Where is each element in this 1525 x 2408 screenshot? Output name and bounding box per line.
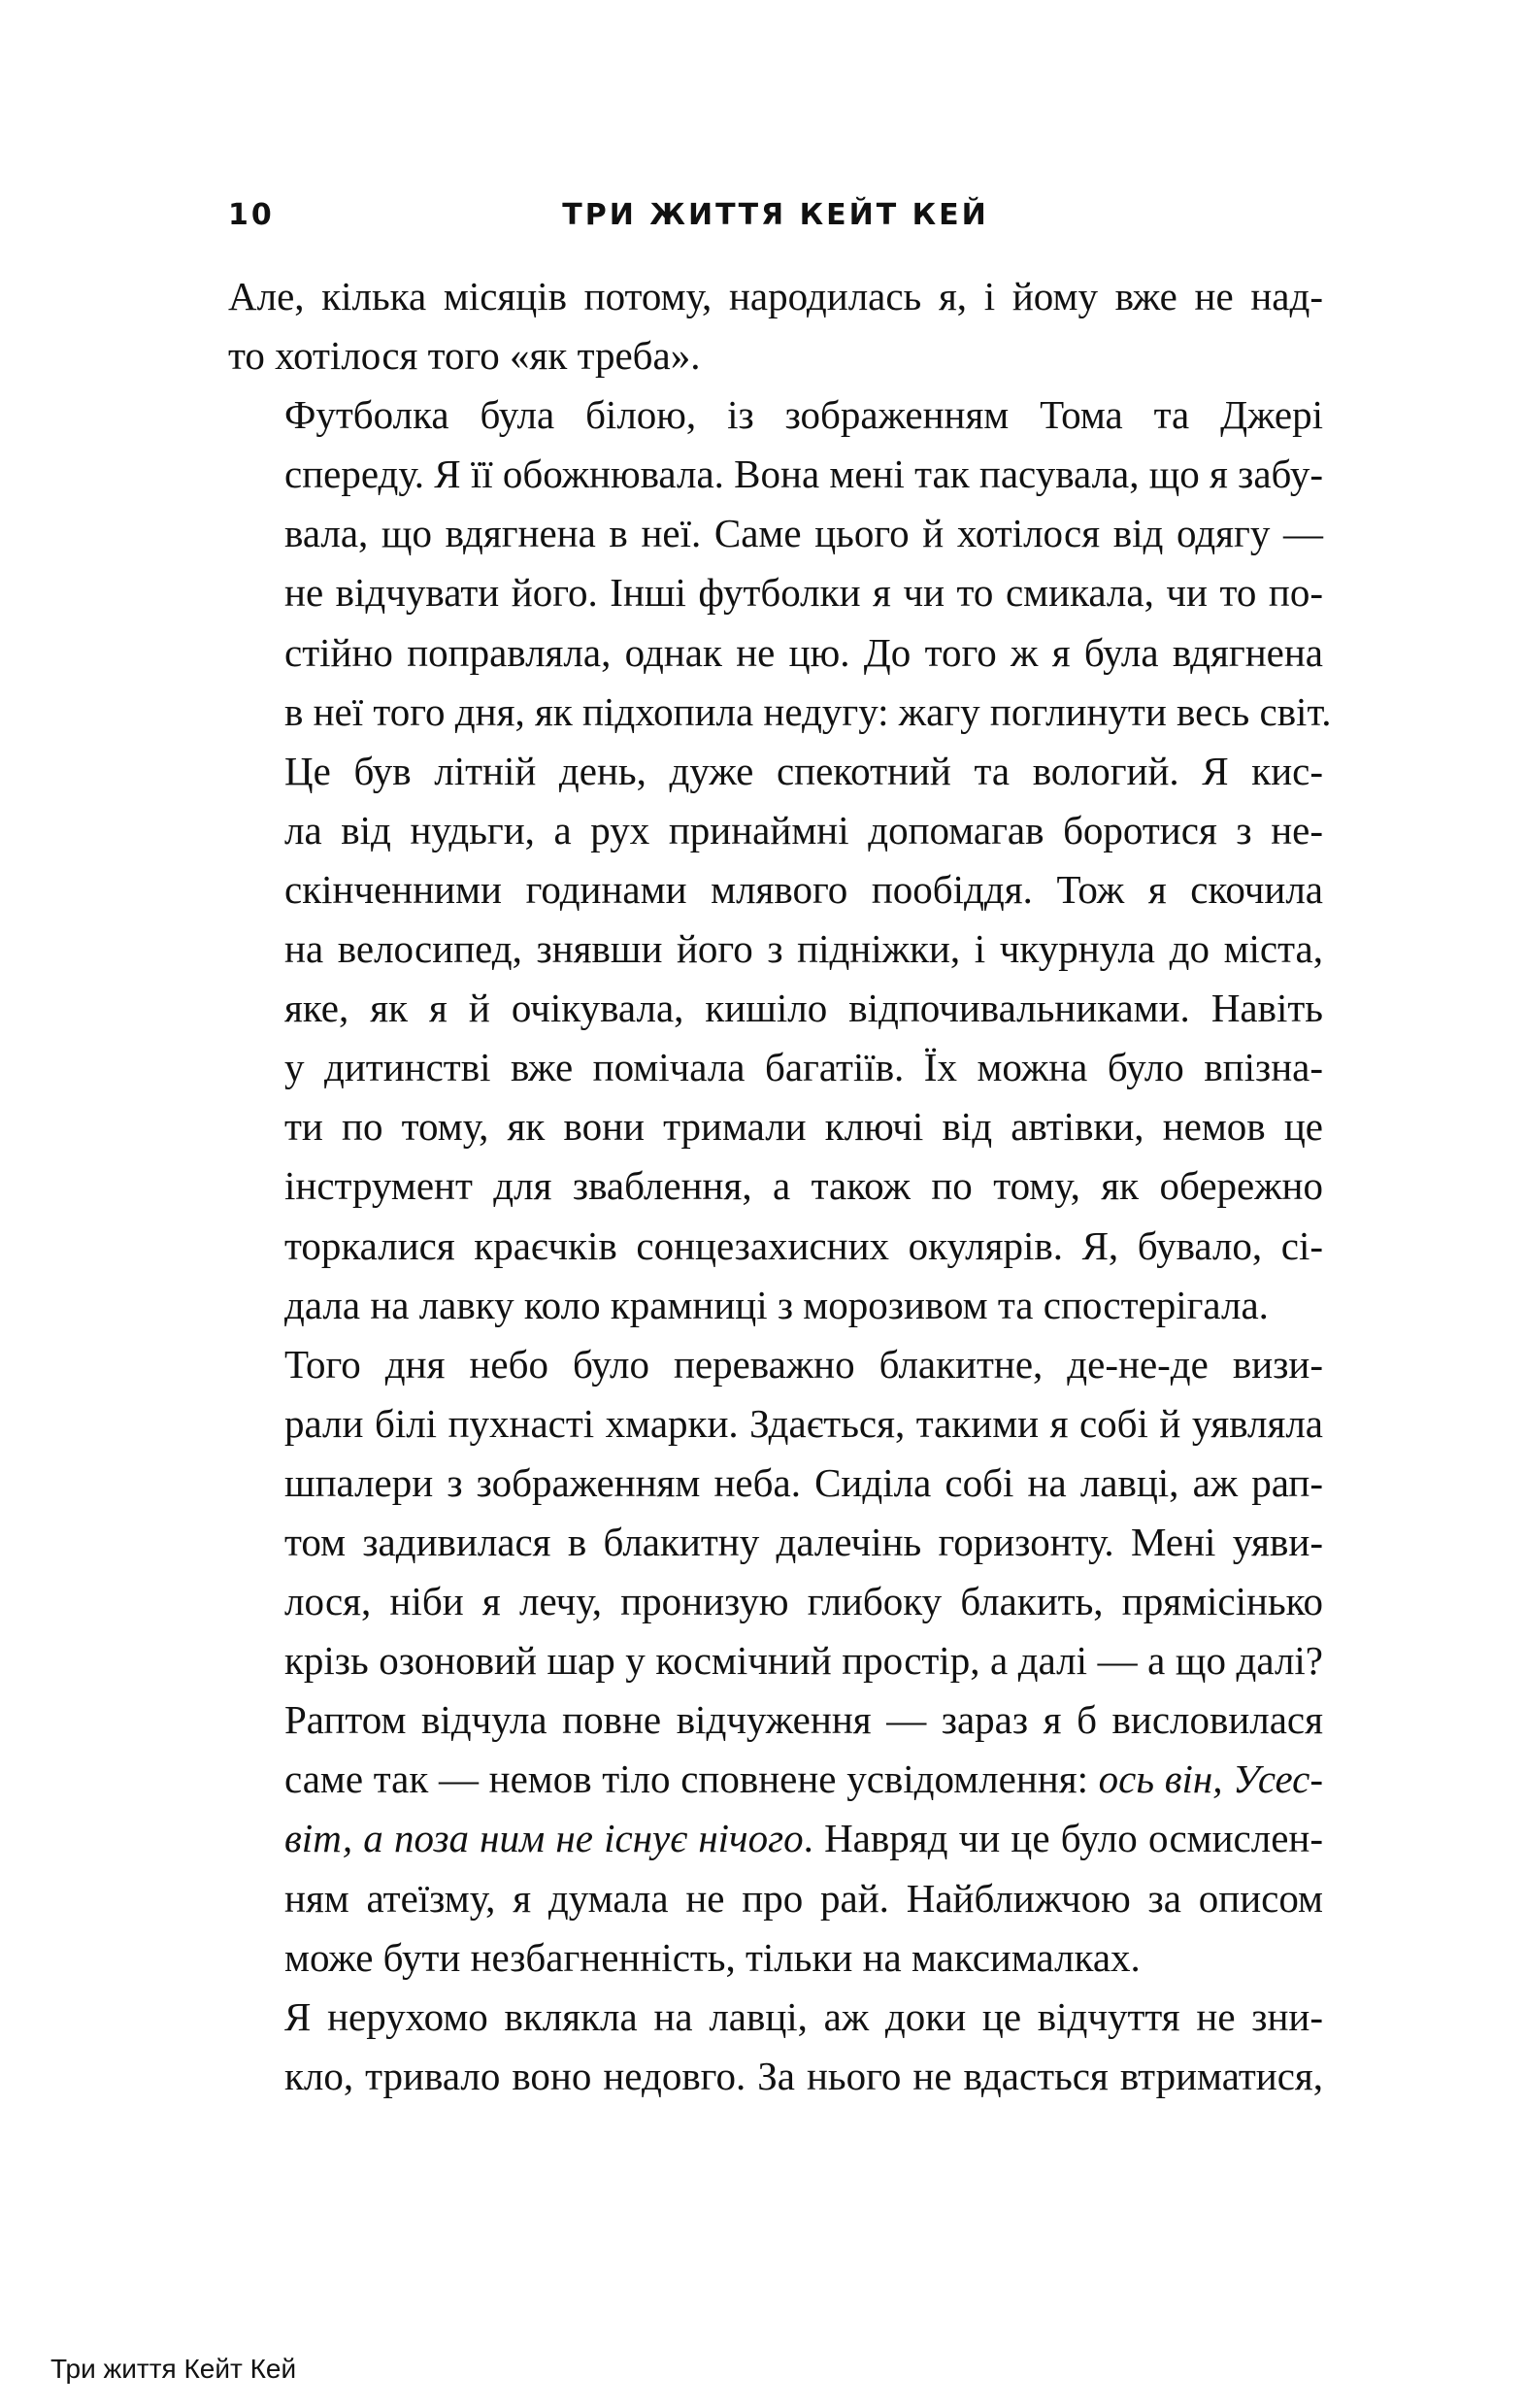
text-line: у дитинстві вже помічала багатіїв. Їх можна було впізна- xyxy=(284,1045,1323,1090)
text-line: ням атеїзму, я думала не про рай. Найближчою за описом xyxy=(284,1875,1323,1921)
page-number: 10 xyxy=(228,198,275,232)
body-text xyxy=(228,267,1332,2106)
text-segment: саме так — немов тіло сповнене усвідомлення: xyxy=(284,1756,1088,1802)
text-line: дала на лавку коло крамниці з морозивом та спостерігала. xyxy=(284,1282,1269,1327)
text-line: рали білі пухнасті хмарки. Здається, такими я собі й уявляла xyxy=(284,1400,1323,1446)
italic-phrase: ось він, Усес- xyxy=(1098,1756,1324,1802)
text-line: Раптом відчула повне відчуження — зараз я б висловилася xyxy=(284,1697,1323,1743)
text-line: том задивилася в блакитну далечінь горизонту. Мені уяви- xyxy=(284,1519,1323,1564)
running-title: ТРИ ЖИТТЯ КЕЙТ КЕЙ xyxy=(562,198,989,232)
text-line: спереду. Я її обожнювала. Вона мені так пасувала, що я забу- xyxy=(284,452,1324,497)
italic-phrase: віт, а поза ним не існує нічого xyxy=(284,1816,804,1861)
text-line: крізь озоновий шар у космічний простір, а далі — а що далі? xyxy=(284,1638,1323,1684)
paragraph xyxy=(228,1988,1323,2106)
text-line: в неї того дня, як підхопила недугу: жагу поглинути весь світ. xyxy=(284,688,1332,734)
text-line: торкалися краєчків сонцезахисних окулярів. Я, бувало, сі- xyxy=(284,1222,1323,1268)
text-line xyxy=(228,1809,1323,1868)
text-line: скінченними годинами млявого пообіддя. Тож я скочила xyxy=(284,866,1323,912)
running-head xyxy=(228,198,1323,247)
text-segment: . Навряд чи це було осмислен- xyxy=(803,1816,1323,1861)
text-line: інструмент для зваблення, а також по тому, як обережно xyxy=(284,1163,1323,1209)
text-line: лося, ніби я лечу, пронизую глибоку блакить, прямісінько xyxy=(284,1579,1323,1624)
footer-book-title: Три життя Кейт Кей xyxy=(50,2354,297,2384)
text-line: Але, кілька місяців потому, народилась я, і йому вже не над- xyxy=(228,274,1323,318)
text-line: то хотілося того «як треба». xyxy=(228,333,701,379)
text-line: Я нерухомо вклякла на лавці, аж доки це відчуття не зни- xyxy=(284,1993,1323,2039)
text-line: стійно поправляла, однак не цю. До того ж я була вдягнена xyxy=(284,629,1323,675)
text-line: кло, тривало воно недовго. За нього не вдасться втриматися, xyxy=(284,2053,1323,2098)
paragraph xyxy=(228,267,1323,385)
text-line xyxy=(228,1750,1323,1809)
paragraph xyxy=(228,1335,1323,1988)
text-line: на велосипед, знявши його з підніжки, і чкурнула до міста, xyxy=(284,926,1323,972)
text-line: Того дня небо було переважно блакитне, де-не-де визи- xyxy=(284,1341,1323,1387)
text-line: Це був літній день, дуже спекотний та вологий. Я кис- xyxy=(284,748,1323,793)
text-line: не відчувати його. Інші футболки я чи то смикала, чи то по- xyxy=(284,570,1323,616)
text-line: ла від нудьги, а рух принаймні допомагав боротися з не- xyxy=(284,807,1323,853)
text-line: Футболка була білою, із зображенням Тома та Джері xyxy=(284,392,1323,438)
paragraph xyxy=(228,385,1332,742)
paragraph xyxy=(228,742,1323,1335)
text-line: вала, що вдягнена в неї. Саме цього й хотілося від одягу — xyxy=(284,511,1323,556)
text-line: може бути незбагненність, тільки на максималках. xyxy=(284,1934,1141,1980)
text-line: ти по тому, як вони тримали ключі від автівки, немов це xyxy=(284,1104,1323,1150)
text-line: яке, як я й очікувала, кишіло відпочивальниками. Навіть xyxy=(284,986,1323,1031)
text-line: шпалери з зображенням неба. Сиділа собі на лавці, аж рап- xyxy=(284,1459,1323,1505)
